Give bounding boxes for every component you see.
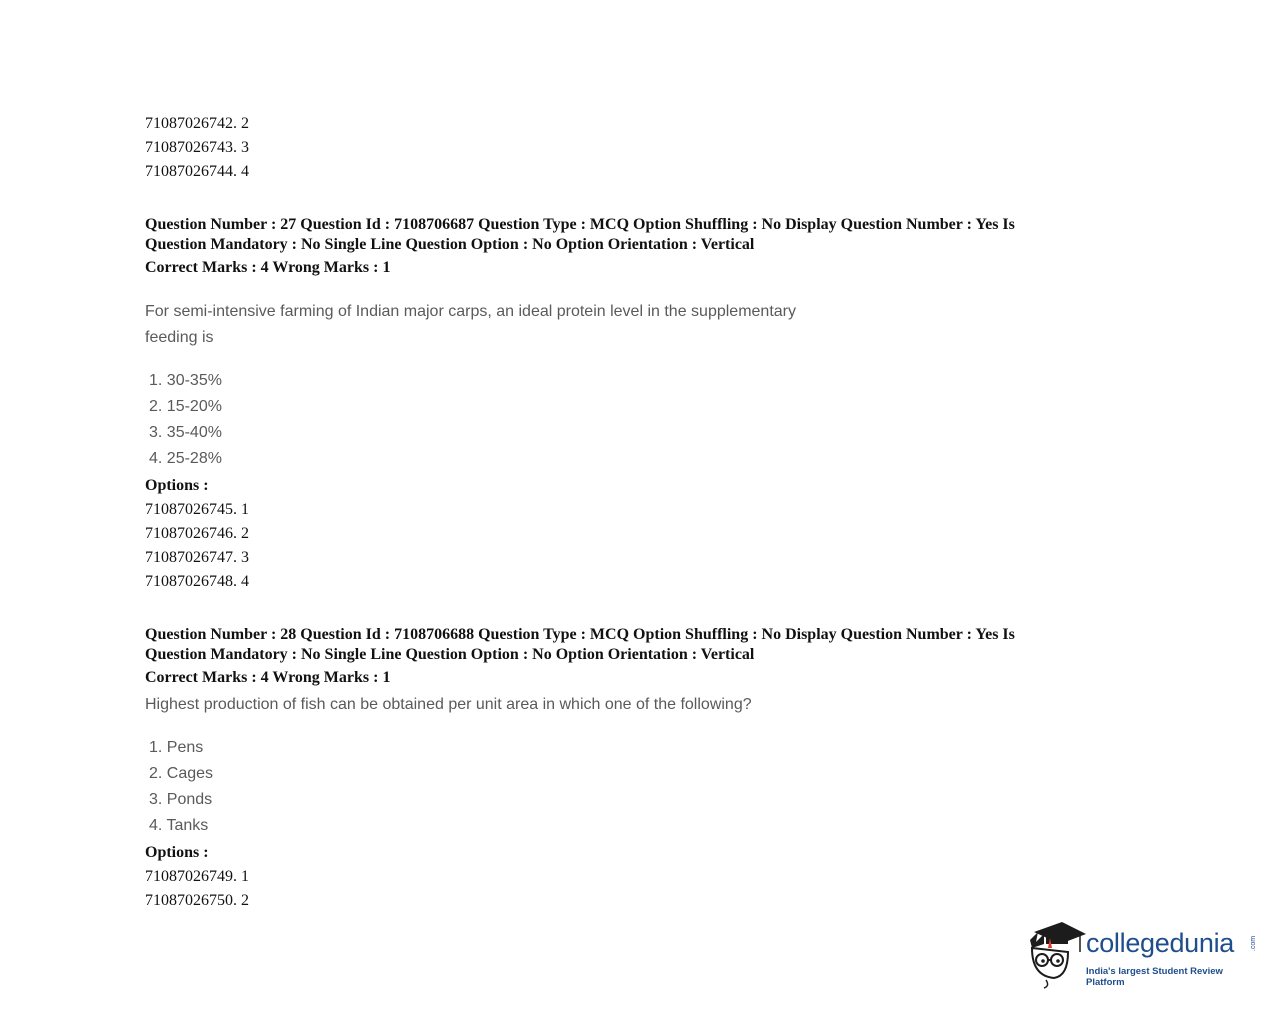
question-28-options [145,841,249,913]
marks-line: Correct Marks : 4 Wrong Marks : 1 [145,669,391,686]
choice-item: 2. 15-20% [149,398,222,415]
question-27-block [145,215,1105,279]
previous-options-list [145,112,249,184]
question-meta-line-2: Question Mandatory : No Single Line Question Option : No Option Orientation : Vertical [145,236,755,253]
choice-item: 1. 30-35% [149,372,222,389]
question-27-options [145,474,249,594]
options-heading: Options : [145,477,209,494]
option-id-line: 71087026746. 2 [145,525,249,542]
option-id-line: 71087026743. 3 [145,139,249,156]
options-heading: Options : [145,844,209,861]
question-meta-line-2: Question Mandatory : No Single Line Question Option : No Option Orientation : Vertical [145,646,755,663]
mascot-icon [1024,918,1088,990]
question-28-block [145,625,1105,689]
option-id-line: 71087026750. 2 [145,892,249,909]
question-28-choices [145,735,213,839]
question-text-line: For semi-intensive farming of Indian major carps, an ideal protein level in the supplementary [145,303,796,320]
question-meta-line-1: Question Number : 28 Question Id : 7108706688 Question Type : MCQ Option Shuffling : No Display Question Number : Yes Is [145,626,1015,643]
option-id-line: 71087026747. 3 [145,549,249,566]
choice-item: 3. Ponds [149,791,213,808]
question-27-text [145,299,865,351]
marks-line: Correct Marks : 4 Wrong Marks : 1 [145,259,391,276]
option-id-line: 71087026742. 2 [145,115,249,132]
question-28-text [145,692,905,718]
choice-item: 4. 25-28% [149,450,222,467]
logo-domain-suffix: .com [1250,935,1258,952]
question-meta-line-1: Question Number : 27 Question Id : 7108706687 Question Type : MCQ Option Shuffling : No Display Question Number : Yes Is [145,216,1015,233]
logo-wordmark: collegedunia [1086,928,1235,958]
choice-item: 1. Pens [149,739,204,756]
question-text-line: feeding is [145,329,214,346]
choice-item: 2. Cages [149,765,214,782]
option-id-line: 71087026745. 1 [145,501,249,518]
question-27-choices [145,368,222,472]
choice-item: 3. 35-40% [149,424,222,441]
choice-item: 4. Tanks [149,817,209,834]
option-id-line: 71087026748. 4 [145,573,249,590]
option-id-line: 71087026749. 1 [145,868,249,885]
question-text-line: Highest production of fish can be obtained per unit area in which one of the following? [145,696,752,713]
collegedunia-logo [1024,918,1264,990]
logo-tagline: India's largest Student Review Platform [1086,966,1223,988]
option-id-line: 71087026744. 4 [145,163,249,180]
